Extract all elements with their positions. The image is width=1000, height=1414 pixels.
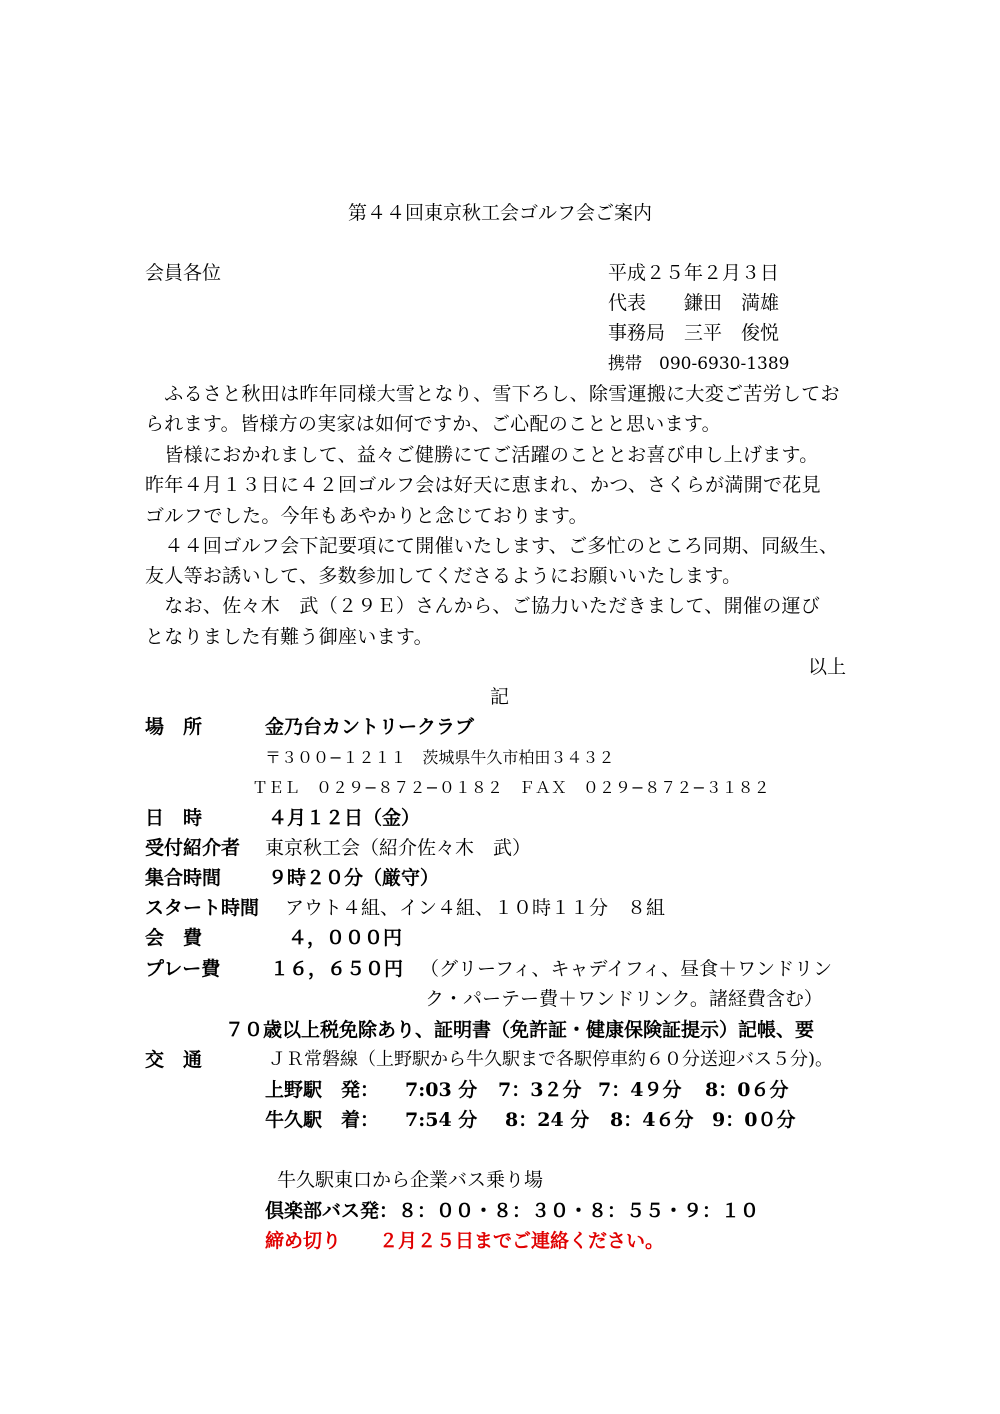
transport-value: ＪＲ常磐線（上野駅から牛久駅まで各駅停車約６０分送迎バス５分)。 (268, 1049, 834, 1070)
date-label: 日 時 (145, 807, 203, 829)
representative: 代表 鎌田 満雄 (608, 292, 780, 314)
play-fee-value: １６，６５０円 (270, 958, 404, 980)
ueno-time: 7：3２分 (498, 1079, 582, 1101)
body-line: 皆様におかれまして、益々ご健勝にてご活躍のこととお喜び申し上げます。 (145, 444, 819, 466)
body-line: ４４回ゴルフ会下記要項にて開催いたします、ご多忙のところ同期、同級生、 (145, 535, 839, 557)
ki-heading: 記 (490, 686, 510, 708)
transport-label: 交 通 (145, 1049, 203, 1071)
document-title: 第４４回東京秋工会ゴルフ会ご案内 (347, 202, 652, 224)
ushiku-arrival-label: 牛久駅 着： (265, 1109, 380, 1131)
reception-value: 東京秋工会（紹介佐々木 武） (265, 837, 532, 859)
body-line: なお、佐々木 武（２９Ｅ）さんから、ご協力いただきまして、開催の運び (145, 595, 821, 617)
ushiku-time: 8：4６分 (610, 1109, 694, 1131)
date-value: ４月１２日（金） (268, 807, 421, 829)
body-line: ゴルフでした。今年もあやかりと念じております。 (145, 505, 588, 527)
gather-label: 集合時間 (145, 867, 222, 889)
play-fee-label: プレー費 (145, 958, 221, 980)
body-line: 友人等お誘いして、多数参加してくださるようにお願いいたします。 (145, 565, 742, 587)
fee-value: ４，０００円 (288, 927, 403, 949)
play-fee-note-1: （グリーフィ、キャデイフィ、昼食＋ワンドリン (420, 958, 833, 980)
ueno-departure-label: 上野駅 発： (265, 1079, 380, 1101)
place-value: 金乃台カントリークラブ (265, 716, 475, 738)
addressee: 会員各位 (145, 262, 222, 284)
secretariat: 事務局 三平 俊悦 (608, 322, 780, 344)
mobile-number: 携帯 090-6930-1389 (608, 354, 790, 374)
tel-fax: ＴＥＬ ０２９−８７２−０１８２ ＦＡＸ ０２９−８７２−３１８２ (252, 778, 770, 797)
body-line: られます。皆様方の実家は如何ですか、ご心配のことと思います。 (145, 413, 721, 435)
ueno-time: 7：4９分 (598, 1079, 682, 1101)
reception-label: 受付紹介者 (145, 837, 241, 859)
deadline-notice: 締め切り ２月２５日までご連絡ください。 (265, 1230, 665, 1252)
ushiku-time: 9：0０分 (712, 1109, 796, 1131)
club-bus-times: 倶楽部バス発：８：００・８：３０・８：５５・９：１０ (265, 1200, 760, 1222)
ushiku-time: 8：24 分 (505, 1109, 590, 1131)
closing-word: 以上 (808, 656, 847, 678)
address: 〒３００−１２１１ 茨城県牛久市柏田３４３２ (265, 748, 615, 767)
ueno-time: 8：0６分 (705, 1079, 789, 1101)
start-value: アウト４組、イン４組、１０時１１分 ８組 (285, 897, 666, 919)
body-line: ふるさと秋田は昨年同様大雪となり、雪下ろし、除雪運搬に大変ご苦労してお (145, 383, 840, 405)
fee-label: 会 費 (145, 927, 203, 949)
place-label: 場 所 (145, 716, 203, 738)
body-line: となりました有難う御座います。 (145, 626, 433, 648)
gather-value: ９時２０分（厳守） (268, 867, 440, 889)
ushiku-time: 7:54 分 (405, 1109, 478, 1131)
issue-date: 平成２５年２月３日 (608, 262, 780, 284)
play-fee-note-2: ク・パーテー費＋ワンドリンク。諸経費含む） (425, 988, 823, 1010)
bus-stop-note: 牛久駅東口から企業バス乗り場 (277, 1169, 544, 1191)
ueno-time: 7:03 分 (405, 1079, 478, 1101)
body-line: 昨年４月１３日に４２回ゴルフ会は好天に恵まれ、かつ、さくらが満開で花見 (145, 474, 821, 496)
start-label: スタート時間 (145, 897, 260, 919)
tax-exemption-note: ７０歳以上税免除あり、証明書（免許証・健康保険証提示）記帳、要 (225, 1019, 815, 1041)
